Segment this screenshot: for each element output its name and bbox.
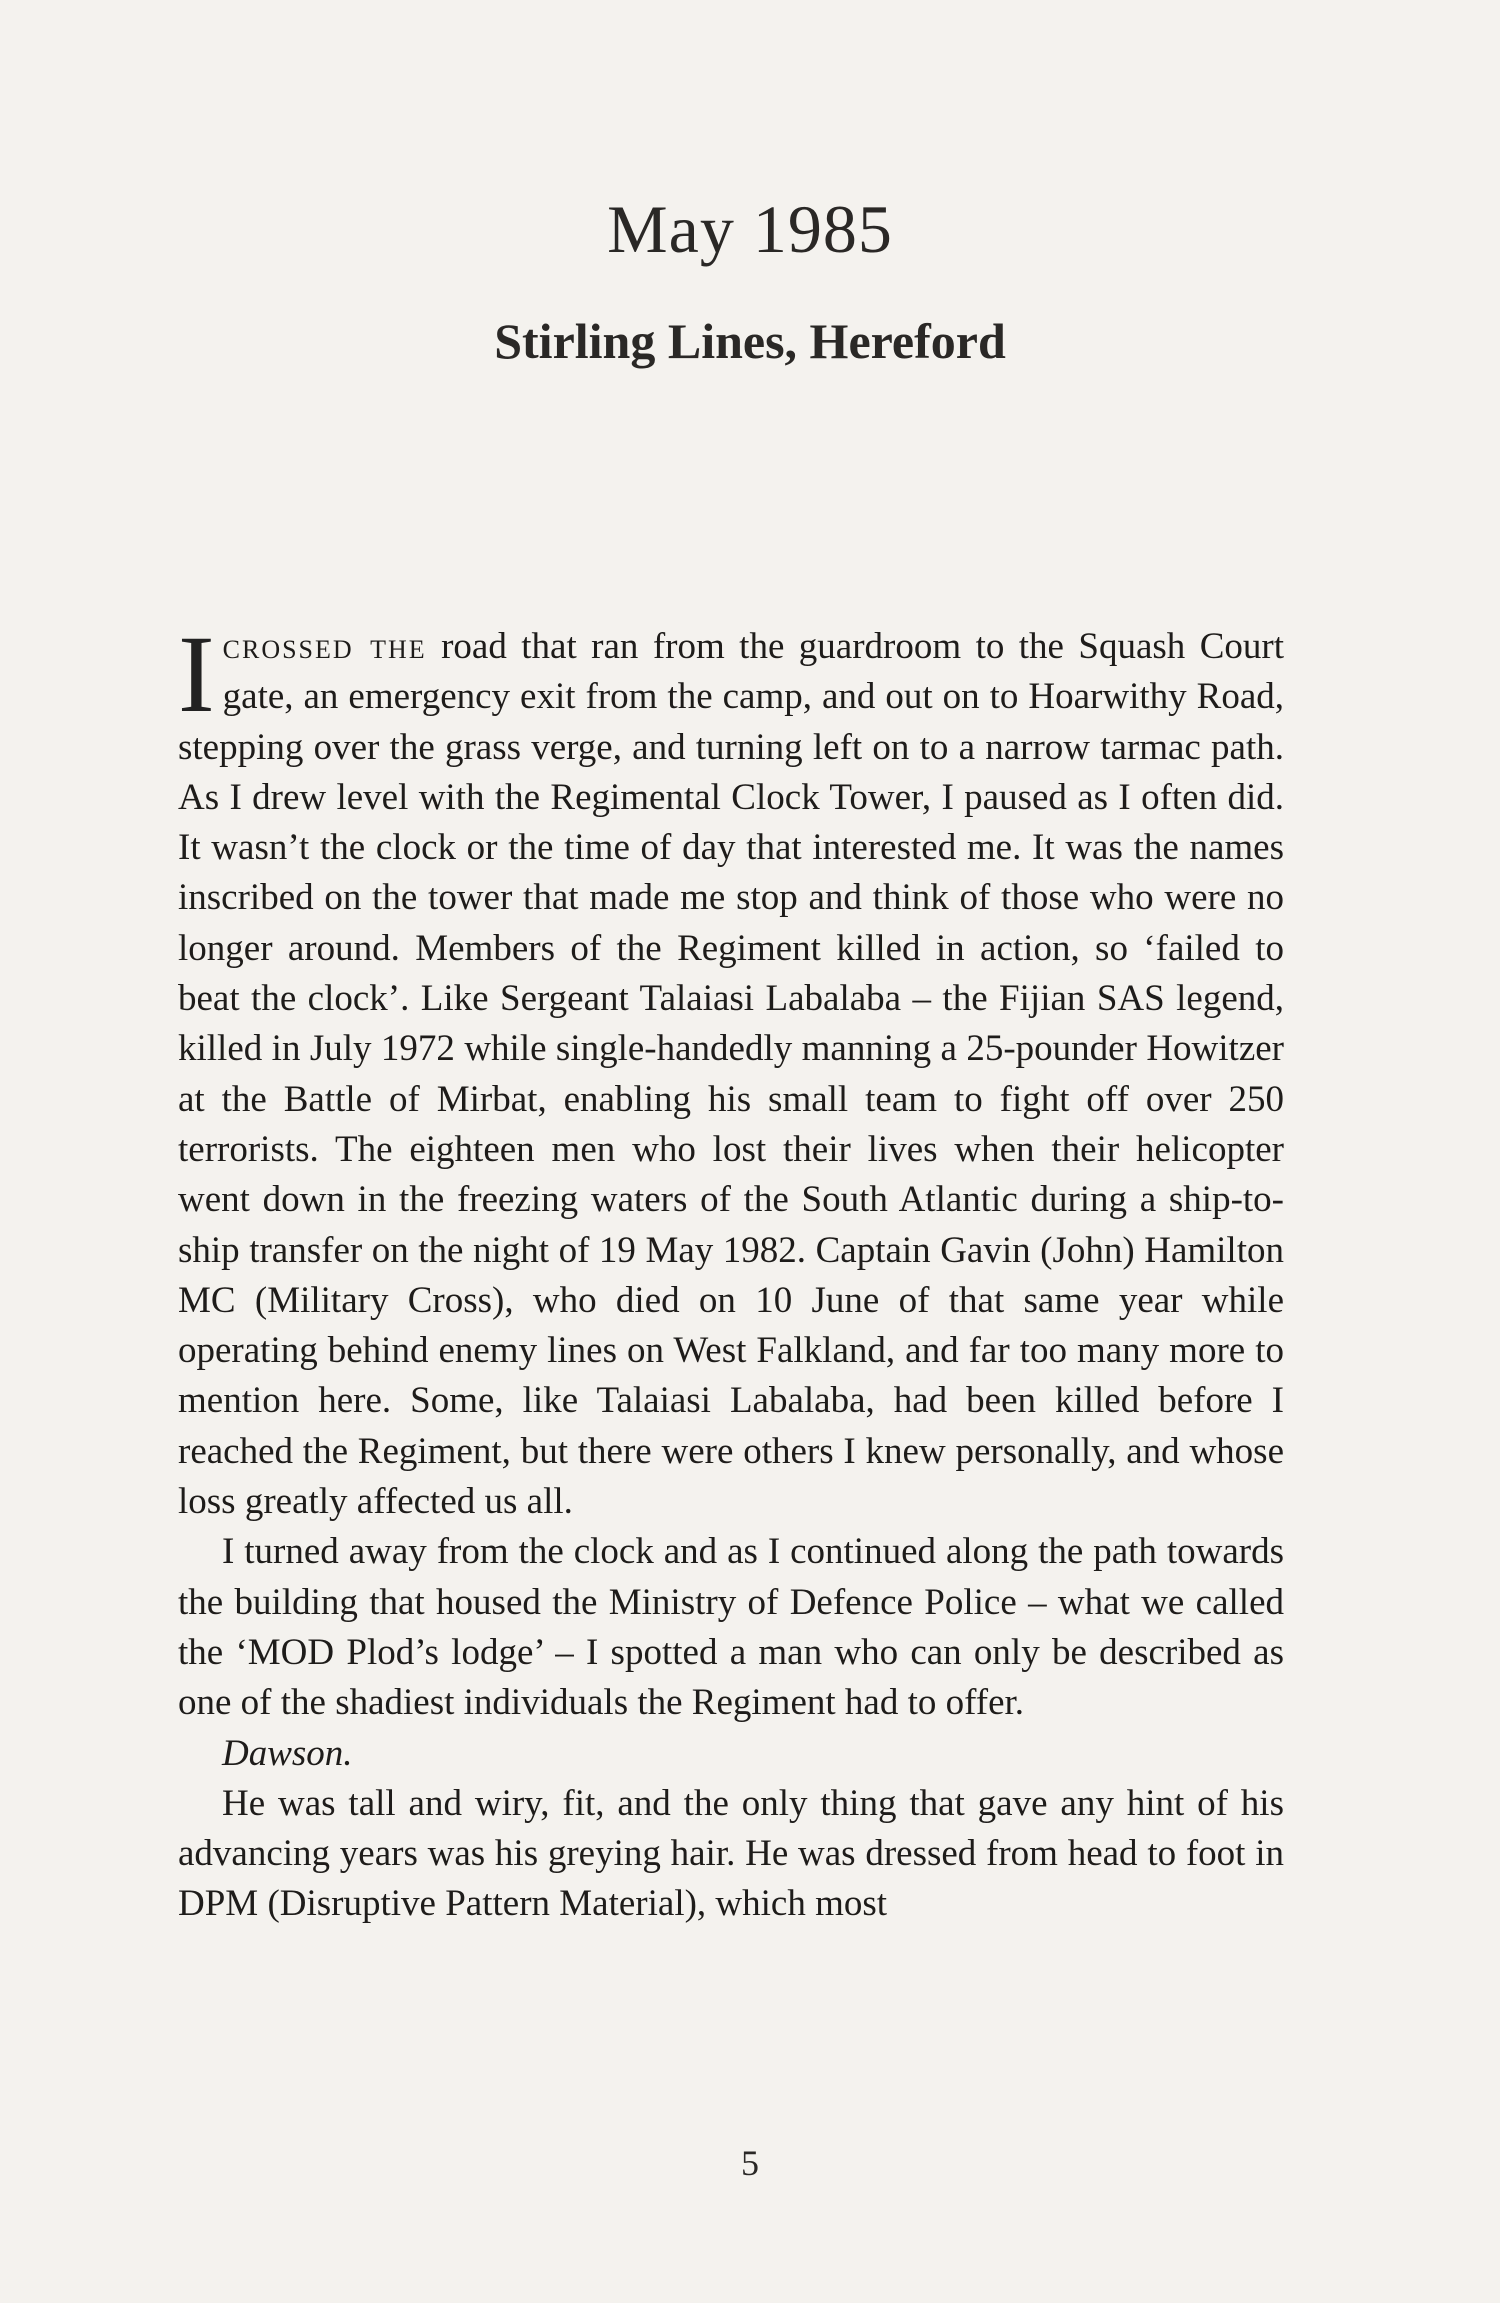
paragraph-2: I turned away from the clock and as I continued along the path towards the building that housed the Ministry of Defence Police – what we called the ‘MOD Plod’s lodge’ – I spotted a man who can only be described as one of the shadiest individuals the Regiment had to offer. — [178, 1531, 1284, 1724]
paragraph-1 — [178, 613, 1285, 1527]
drop-cap: I — [178, 613, 215, 735]
body-text — [178, 613, 1285, 1930]
chapter-title: May 1985 — [607, 191, 893, 267]
page-number: 5 — [741, 2143, 759, 2183]
paragraph-1-text: road that ran from the guardroom to the Squash Court gate, an emergency exit from the camp, and out on to Hoarwithy Road, stepping over the grass verge, and turning left on to a narrow tarmac path. As I drew level with the Regimental Clock Tower, I paused as I often did. It wasn’t the clock or the time of day that interested me. It was the names inscribed on the tower that made me stop and think of those who were no longer around. Members of the Regiment killed in action, so ‘failed to beat the clock’. Like Sergeant Talaiasi Labalaba – the Fijian SAS legend, killed in July 1972 while single-handedly manning a 25-pounder Howitzer at the Battle of Mirbat, enabling his small team to fight off over 250 terrorists. The eighteen men who lost their lives when their helicopter went down in the freezing waters of the South Atlantic during a ship-to-ship transfer on the night of 19 May 1982. Captain Gavin (John) Hamilton MC (Military Cross), who died on 10 June of that same year while operating behind enemy lines on West Falkland, and far too many more to mention here. Some, like Talaiasi Labalaba, had been killed before I reached the Regiment, but there were others I knew personally, and whose loss greatly affected us all. — [178, 626, 1285, 1523]
opening-small-caps: crossed the — [222, 626, 427, 667]
paragraph-3: Dawson. — [222, 1732, 353, 1774]
chapter-subtitle: Stirling Lines, Hereford — [494, 313, 1006, 369]
paragraph-4: He was tall and wiry, fit, and the only thing that gave any hint of his advancing years was his greying hair. He was dressed from head to foot in DPM (Disruptive Pattern Material), which most — [178, 1782, 1284, 1925]
